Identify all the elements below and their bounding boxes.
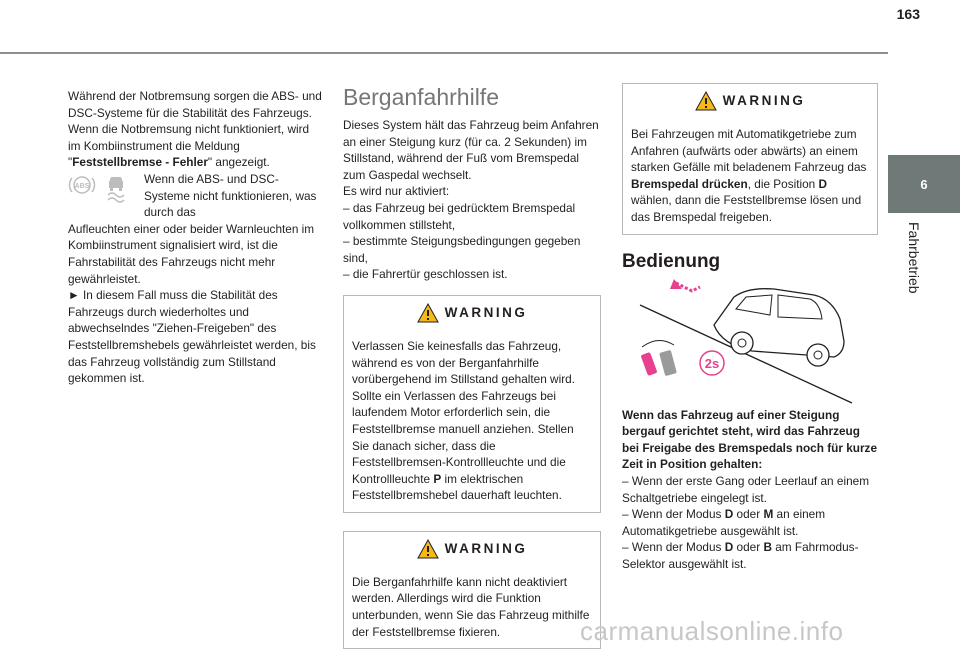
motion-arrow-icon	[670, 279, 700, 291]
page-number: 163	[896, 6, 920, 22]
warning-header	[623, 84, 877, 118]
list-item: – das Fahrzeug bei gedrücktem Bremspedal vollkommen stillsteht,	[343, 200, 576, 232]
section-heading-hill-start: Berganfahrhilfe	[343, 84, 499, 110]
list-item: – Wenn der erste Gang oder Leerlauf an einem Schaltgetriebe eingelegt ist.	[622, 473, 870, 505]
warning-text: Verlassen Sie keinesfalls das Fahrzeug, während es von der Berganfahrhilfe vorübergehend im Stillstand gehalten wird.	[352, 338, 575, 387]
warning-triangle-icon	[417, 303, 439, 323]
paragraph: Aufleuchten einer oder beider Warnleuchten im Kombiinstrument signalisiert wird, ist die Fahrstabilität des Fahrzeugs nicht mehr gewährleistet.	[68, 221, 315, 286]
warning-header	[344, 532, 600, 566]
warning-lamp-row	[68, 171, 322, 221]
paragraph: Wenn die Notbremsung nicht funktioniert, wird im Kombiinstrument die Meldung "Feststellbremse - Fehler" angezeigt.	[68, 122, 310, 170]
paragraph: Während der Notbremsung sorgen die ABS- und DSC-Systeme für die Stabilität des Fahrzeugs.	[68, 89, 322, 120]
instruction: ► In diesem Fall muss die Stabilität des Fahrzeugs durch wiederholtes und abwechselndes "Ziehen-Freigeben" des Feststellbremshebels gewährleistet werden, bis das Fahrzeug vollständig zum Stillstand gekommen ist.	[68, 288, 316, 386]
warning-text: Bei Fahrzeugen mit Automatikgetriebe zum Anfahren (aufwärts oder abwärts) an einem starken Gefälle mit beladenem Fahrzeug das Bremspedal drücken, die Position D wählen, dann die Feststellbremse lösen und das Bremspedal freigeben.	[631, 127, 867, 224]
warning-text: Sollte ein Verlassen des Fahrzeugs bei laufendem Motor erforderlich sein, die Feststellbremse manuell anziehen. Stellen Sie danach sicher, dass die Feststellbremsen-Kontrollleuchte und die Kontrollleuchte P im elektrischen Feststellbremshebel dauerhaft leuchten.	[352, 388, 574, 503]
chapter-title-container	[906, 222, 926, 342]
abs-warning-icon	[68, 173, 96, 197]
warning-title: WARNING	[722, 92, 806, 108]
section-heading-operation: Bedienung	[622, 250, 721, 272]
list-item: – Wenn der Modus D oder B am Fahrmodus-Selektor ausgewählt ist.	[622, 540, 859, 571]
stability-control-icon	[102, 173, 130, 203]
warning-triangle-icon	[695, 91, 717, 111]
chapter-tab[interactable]	[888, 155, 960, 213]
warning-box	[622, 83, 878, 235]
top-divider	[0, 52, 888, 54]
column-middle	[343, 83, 601, 649]
warning-box	[343, 531, 601, 649]
chapter-title: Fahrbetrieb	[906, 222, 922, 294]
watermark: carmanualsonline.info	[580, 616, 844, 646]
list-item: – die Fahrertür geschlossen ist.	[343, 267, 508, 282]
paragraph: Dieses System hält das Fahrzeug beim Anfahren an einer Steigung kurz (für ca. 2 Sekunden) im Stillstand, während der Fuß vom Bremspedal zum Gaspedal wechselt.	[343, 118, 599, 182]
list-item: – Wenn der Modus D oder M an einem Automatikgetriebe ausgewählt ist.	[622, 507, 826, 538]
svg-text:ABS: ABS	[74, 182, 90, 190]
paragraph: Es wird nur aktiviert:	[343, 184, 450, 199]
warning-title: WARNING	[444, 540, 528, 556]
paragraph: Wenn das Fahrzeug auf einer Steigung bergauf gerichtet steht, wird das Fahrzeug bei Freigabe des Bremspedals noch für kurze Zeit in Position gehalten:	[622, 407, 878, 472]
warning-box	[343, 295, 601, 513]
timer-label: 2s	[704, 355, 720, 371]
column-right	[622, 83, 878, 573]
brake-pedal-icon	[641, 340, 677, 376]
arrow-icon: ►	[68, 288, 80, 303]
warning-triangle-icon	[417, 539, 439, 559]
warning-header	[344, 296, 600, 330]
warning-text: Die Berganfahrhilfe kann nicht deaktiviert werden. Allerdings wird die Funktion unterbunden, wenn Sie das Fahrzeug mithilfe der Feststellbremse fixieren.	[352, 574, 590, 639]
warning-title: WARNING	[444, 304, 528, 320]
icon-caption: Wenn die ABS- und DSC-Systeme nicht funktionieren, was durch das	[144, 171, 317, 220]
chapter-number: 6	[920, 176, 928, 192]
hill-start-illustration	[622, 275, 878, 405]
list-item: – bestimmte Steigungsbedingungen gegeben sind,	[343, 234, 581, 265]
column-left	[68, 88, 322, 387]
